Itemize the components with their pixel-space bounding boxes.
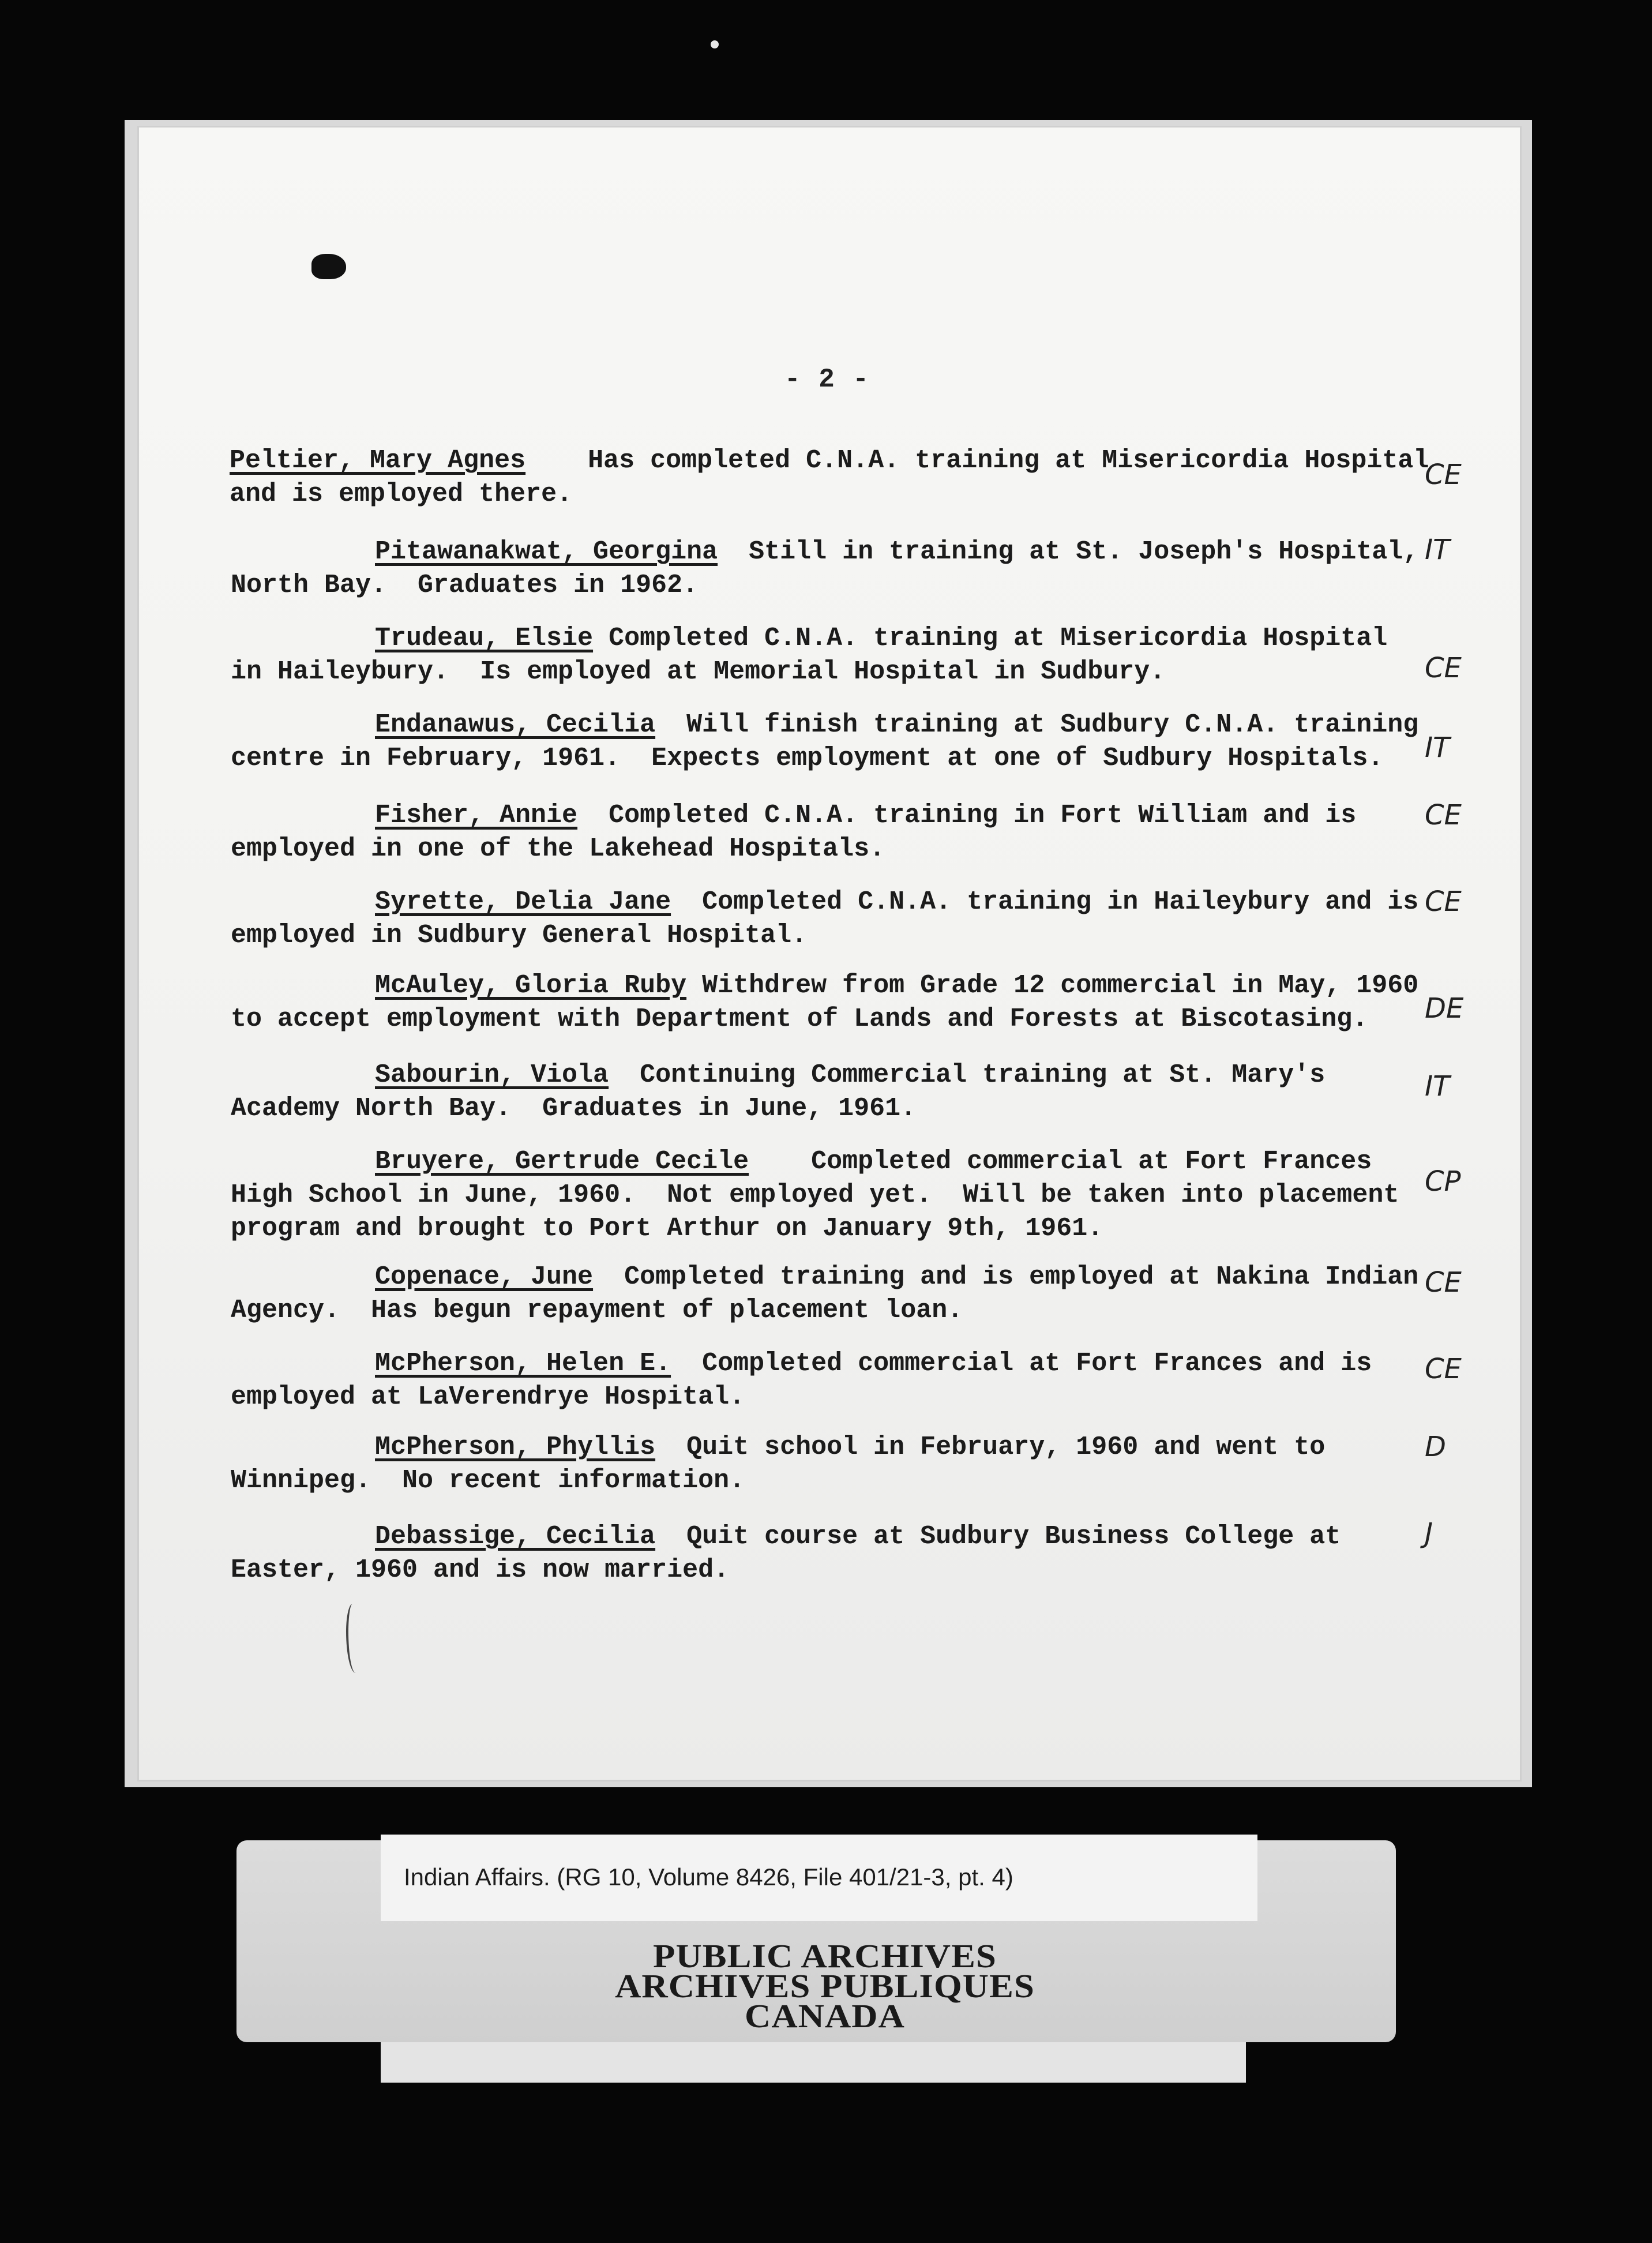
entry-text: Agency. Has begun repayment of placement loan. — [231, 1296, 963, 1325]
page-number: - 2 - — [784, 365, 870, 395]
entry-text: Winnipeg. No recent information. — [231, 1466, 745, 1495]
entry-text: employed in Sudbury General Hospital. — [231, 921, 808, 950]
entry-text: North Bay. Graduates in 1962. — [231, 571, 699, 600]
entry-text: Has completed C.N.A. training at Misericordia Hospital — [525, 446, 1429, 475]
student-name: Endanawus, Cecilia — [375, 710, 656, 740]
stamp-line: PUBLIC ARCHIVES — [653, 1937, 997, 1975]
status-code: D — [1425, 1431, 1446, 1463]
status-code: CE — [1425, 1266, 1462, 1299]
stamp-line: CANADA — [745, 1997, 905, 2035]
status-code: DE — [1425, 992, 1464, 1025]
status-code: IT — [1425, 1070, 1450, 1102]
list-item — [231, 1261, 1419, 1327]
archive-citation: Indian Affairs. (RG 10, Volume 8426, File 401/21-3, pt. 4) — [404, 1863, 1013, 1891]
label-bottom-strip — [381, 2042, 1246, 2083]
list-item — [231, 969, 1419, 1036]
entry-text: Quit course at Sudbury Business College at — [655, 1522, 1341, 1551]
ink-blot — [311, 254, 346, 279]
entry-text: and is employed there. — [230, 479, 573, 509]
entry-text: Completed C.N.A. training in Fort William and is — [577, 801, 1357, 830]
list-item — [231, 535, 1419, 602]
entry-text: program and brought to Port Arthur on January 9th, 1961. — [231, 1214, 1103, 1243]
entry-text: employed at LaVerendrye Hospital. — [231, 1382, 745, 1412]
entry-text: centre in February, 1961. Expects employment at one of Sudbury Hospitals. — [231, 744, 1384, 773]
student-name: McAuley, Gloria Ruby — [375, 971, 687, 1000]
list-item — [231, 1059, 1384, 1126]
student-name: McPherson, Helen E. — [375, 1349, 671, 1378]
film-speck — [711, 40, 719, 48]
status-code: CP — [1425, 1165, 1461, 1198]
student-name: Trudeau, Elsie — [375, 624, 594, 653]
entry-text: Easter, 1960 and is now married. — [231, 1555, 730, 1585]
entry-text: Still in training at St. Joseph's Hospital, — [718, 537, 1419, 567]
list-item — [231, 1347, 1384, 1414]
list-item — [231, 799, 1384, 866]
entry-text: Completed C.N.A. training in Haileybury and is — [671, 887, 1419, 917]
archive-stamp — [557, 1937, 1093, 2035]
entry-text: Academy North Bay. Graduates in June, 1961. — [231, 1094, 917, 1123]
stamp-line: ARCHIVES PUBLIQUES — [615, 1967, 1035, 2005]
entry-text: Will finish training at Sudbury C.N.A. training — [655, 710, 1419, 740]
entry-text: Completed commercial at Fort Frances — [749, 1147, 1372, 1176]
student-name: Bruyere, Gertrude Cecile — [375, 1147, 749, 1176]
list-item — [231, 1431, 1384, 1498]
status-code: CE — [1425, 652, 1462, 684]
student-name: Syrette, Delia Jane — [375, 887, 671, 917]
entry-text: Quit school in February, 1960 and went to — [655, 1432, 1326, 1462]
entry-text: Completed commercial at Fort Frances and is — [671, 1349, 1372, 1378]
entry-text: in Haileybury. Is employed at Memorial Hospital in Sudbury. — [231, 657, 1166, 687]
status-code: IT — [1425, 534, 1450, 566]
entry-text: employed in one of the Lakehead Hospitals. — [231, 834, 885, 864]
status-code: CE — [1425, 886, 1462, 918]
student-name: Copenace, June — [375, 1262, 594, 1292]
entry-text: to accept employment with Department of Lands and Forests at Biscotasing. — [231, 1004, 1368, 1034]
student-name: Sabourin, Viola — [375, 1060, 609, 1090]
student-name: Pitawanakwat, Georgina — [375, 537, 718, 567]
list-item — [231, 1520, 1384, 1587]
status-code: CE — [1425, 799, 1462, 831]
entry-text: Completed training and is employed at Nakina Indian — [593, 1262, 1419, 1292]
student-name: McPherson, Phyllis — [375, 1432, 656, 1462]
student-name: Debassige, Cecilia — [375, 1522, 656, 1551]
list-item — [231, 886, 1419, 952]
status-code: IT — [1425, 732, 1450, 764]
entry-text: Completed C.N.A. training at Misericordia Hospital — [593, 624, 1388, 653]
entry-text: High School in June, 1960. Not employed yet. Will be taken into placement — [231, 1180, 1399, 1210]
list-item — [231, 708, 1419, 775]
list-item — [231, 622, 1388, 689]
status-code: CE — [1425, 1353, 1462, 1385]
student-name: Peltier, Mary Agnes — [230, 446, 526, 475]
status-code: CE — [1425, 459, 1462, 491]
entry-text: Withdrew from Grade 12 commercial in May, 1960 — [686, 971, 1419, 1000]
student-name: Fisher, Annie — [375, 801, 578, 830]
entry-text: Continuing Commercial training at St. Mary's — [609, 1060, 1326, 1090]
list-item — [230, 444, 1429, 511]
status-code: J — [1425, 1517, 1433, 1550]
list-item — [231, 1145, 1399, 1246]
